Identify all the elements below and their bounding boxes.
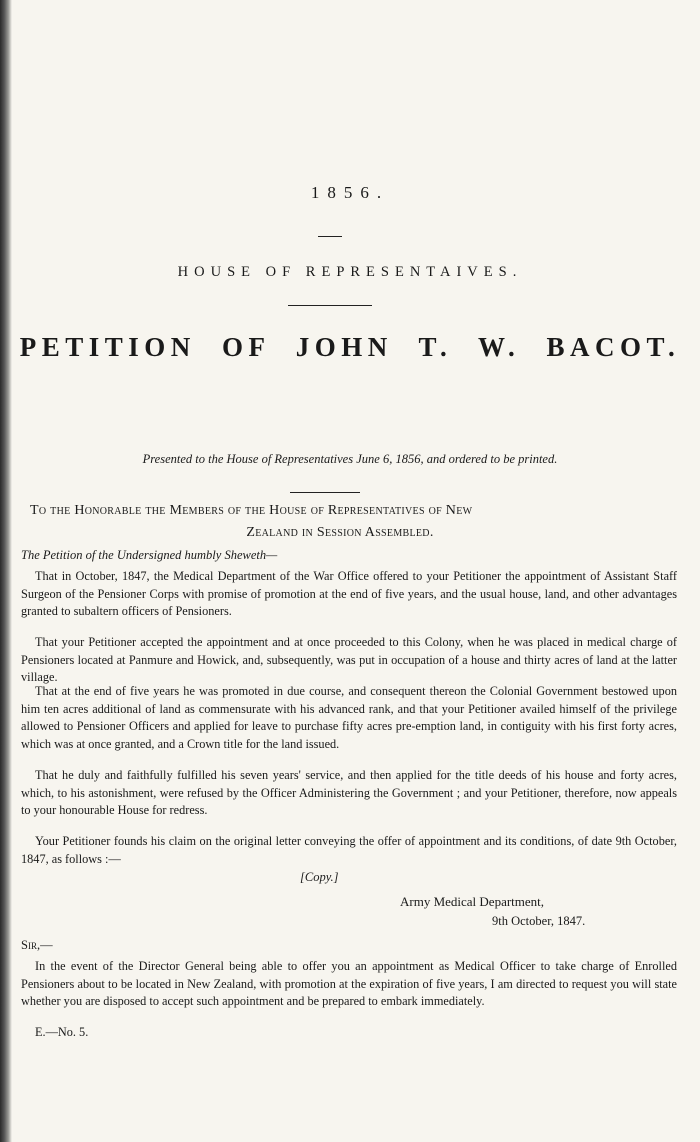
letter-date: 9th October, 1847. (492, 914, 586, 928)
address-to: To the (30, 503, 75, 518)
divider-rule (288, 305, 372, 306)
copy-marker: [Copy.] (300, 870, 339, 884)
document-reference: E.—No. 5. (35, 1025, 89, 1039)
presented-note: Presented to the House of Representatives June 6, 1856, and ordered to be printed. (142, 452, 558, 466)
address-line-2: Zealand in Session Assembled. (246, 525, 434, 540)
paragraph: That in October, 1847, the Medical Department of the War Office offered to your Petitioner the appointment of Assistant Staff Surgeon of the Pensioner Corps with promise of promotion at the end of five years, and the usual house, land, and other advantages granted to subaltern officers of Pensioners. (21, 569, 677, 619)
house-heading: HOUSE OF REPRESENTAIVES. (177, 264, 523, 280)
petition-title: PETITION OF JOHN T. W. BACOT. (19, 332, 681, 362)
letter-salutation: Sir,— (21, 938, 53, 952)
divider-rule (318, 236, 342, 237)
address-line-1 (30, 500, 670, 521)
address-members: Honorable the Members of the House of Representatives of New (74, 503, 473, 518)
letter-department: Army Medical Department, (400, 894, 545, 909)
year-heading: 1856. (310, 183, 390, 202)
paragraph: Your Petitioner founds his claim on the original letter conveying the offer of appointment and its conditions, of date 9th October, 1847, as follows :— (21, 834, 677, 866)
divider-rule (290, 492, 360, 493)
paragraph: That your Petitioner accepted the appointment and at once proceeded to this Colony, when he was placed in medical charge of Pensioners located at Panmure and Howick, and, subsequently, was put in occupation of a house and thirty acres of land at the latter village. (21, 635, 677, 685)
paragraph: That he duly and faithfully fulfilled his seven years' service, and then applied for the title deeds of his house and forty acres, which, to his astonishment, were refused by the Officer Administering the Government ; and your Petitioner, therefore, now appeals to your honourable House for redress. (21, 768, 677, 818)
paragraph: That at the end of five years he was promoted in due course, and consequent thereon the Colonial Government bestowed upon him ten acres additional of land as commensurate with his advanced rank, and that your Petitioner availed himself of the privilege allowed to Pensioner Officers and applied for leave to purchase fifty acres pre-emption land, in contiguity with his first forty acres, which was at once granted, and a Crown title for the land issued. (21, 684, 677, 751)
page-binding-edge (0, 0, 12, 1142)
sheweth-heading: The Petition of the Undersigned humbly Sheweth— (21, 548, 278, 562)
letter-body: In the event of the Director General being able to offer you an appointment as Medical Officer to take charge of Enrolled Pensioners about to be located in New Zealand, with promotion at the expiration of five years, I am directed to request you will state whether you are disposed to accept such appointment and be prepared to embark immediately. (21, 959, 677, 1009)
